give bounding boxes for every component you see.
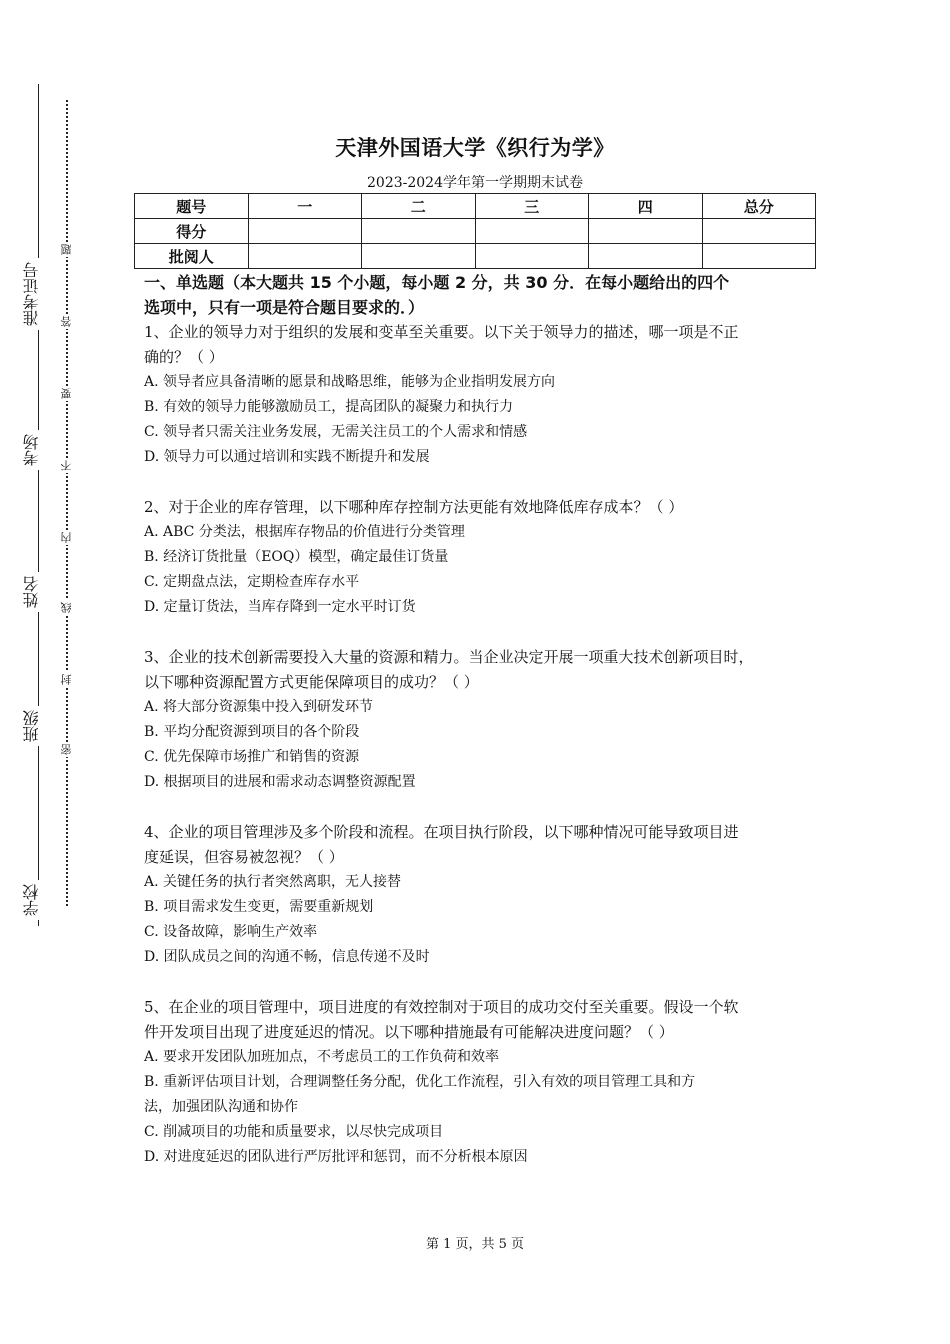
seal-char: 封 bbox=[60, 674, 73, 685]
section-heading: 一、单选题（本大题共 15 个小题，每小题 2 分，共 30 分．在每小题给出的四个 bbox=[144, 273, 730, 292]
question-option: 法，加强团队沟通和协作 bbox=[144, 1099, 298, 1115]
table-cell bbox=[702, 219, 816, 244]
seal-char: 线 bbox=[60, 602, 73, 613]
exam-content bbox=[144, 270, 824, 1170]
question-option: A. 关键任务的执行者突然离职，无人接替 bbox=[144, 874, 402, 890]
seal-char: 答 bbox=[60, 316, 73, 327]
binding-solid-line bbox=[38, 84, 39, 926]
table-cell bbox=[475, 244, 589, 269]
reviewer-row bbox=[135, 244, 816, 269]
binding-label-exam-room: 考场 bbox=[20, 430, 44, 470]
question-stem: 5、在企业的项目管理中，项目进度的有效控制对于项目的成功交付至关重要。假设一个软 bbox=[144, 998, 739, 1016]
question-option: C. 优先保障市场推广和销售的资源 bbox=[144, 749, 360, 765]
table-cell: 三 bbox=[475, 194, 589, 219]
question-option: B. 经济订货批量（EOQ）模型，确定最佳订货量 bbox=[144, 549, 449, 565]
question-stem: 1、企业的领导力对于组织的发展和变革至关重要。以下关于领导力的描述，哪一项是不正 bbox=[144, 323, 739, 341]
question-option: C. 定期盘点法，定期检查库存水平 bbox=[144, 574, 360, 590]
question-option: C. 设备故障，影响生产效率 bbox=[144, 924, 318, 940]
question-stem: 以下哪种资源配置方式更能保障项目的成功？（ ） bbox=[144, 673, 479, 691]
binding-label-name: 姓名 bbox=[20, 572, 44, 612]
question-option: D. 团队成员之间的沟通不畅，信息传递不及时 bbox=[144, 949, 430, 965]
table-cell bbox=[362, 219, 476, 244]
question-option: C. 削减项目的功能和质量要求，以尽快完成项目 bbox=[144, 1124, 444, 1140]
table-cell bbox=[589, 219, 703, 244]
table-cell: 一 bbox=[248, 194, 362, 219]
exam-subtitle: 2023-2024学年第一学期期末试卷 bbox=[367, 175, 583, 191]
question-stem: 2、对于企业的库存管理，以下哪种库存控制方法更能有效地降低库存成本？（ ） bbox=[144, 498, 684, 516]
question-option: B. 有效的领导力能够激励员工，提高团队的凝聚力和执行力 bbox=[144, 399, 514, 415]
question-option: B. 项目需求发生变更，需要重新规划 bbox=[144, 899, 374, 915]
seal-char: 内 bbox=[60, 532, 73, 543]
binding-label-class: 班级 bbox=[20, 706, 44, 746]
binding-label-ticket-number: 准考证号 bbox=[20, 258, 44, 330]
seal-dotted-line bbox=[66, 100, 68, 906]
question-3 bbox=[144, 645, 824, 795]
table-cell: 题号 bbox=[135, 194, 249, 219]
question-option: B. 平均分配资源到项目的各个阶段 bbox=[144, 724, 360, 740]
table-cell bbox=[702, 244, 816, 269]
question-option: A. 领导者应具备清晰的愿景和战略思维，能够为企业指明发展方向 bbox=[144, 374, 556, 390]
table-cell bbox=[248, 219, 362, 244]
question-stem: 件开发项目出现了进度延迟的情况。以下哪种措施最有可能解决进度问题？（ ） bbox=[144, 1023, 674, 1041]
question-1 bbox=[144, 320, 824, 470]
question-5 bbox=[144, 995, 824, 1170]
seal-char: 不 bbox=[60, 460, 73, 471]
seal-char: 密 bbox=[60, 744, 73, 755]
binding-margin bbox=[0, 0, 90, 1344]
seal-char: 题 bbox=[60, 244, 73, 255]
question-option: B. 重新评估项目计划，合理调整任务分配，优化工作流程，引入有效的项目管理工具和方 bbox=[144, 1074, 696, 1090]
question-stem: 确的？（ ） bbox=[144, 348, 224, 366]
question-option: A. 要求开发团队加班加点，不考虑员工的工作负荷和效率 bbox=[144, 1049, 500, 1065]
exam-title: 天津外国语大学《织行为学》 bbox=[335, 136, 615, 160]
question-stem: 3、企业的技术创新需要投入大量的资源和精力。当企业决定开展一项重大技术创新项目时， bbox=[144, 648, 754, 666]
question-option: A. 将大部分资源集中投入到研发环节 bbox=[144, 699, 374, 715]
table-cell: 四 bbox=[589, 194, 703, 219]
section-heading: 选项中，只有一项是符合题目要求的．） bbox=[144, 298, 425, 317]
seal-char: 要 bbox=[60, 388, 73, 399]
question-option: C. 领导者只需关注业务发展，无需关注员工的个人需求和情感 bbox=[144, 424, 528, 440]
question-option: D. 对进度延迟的团队进行严厉批评和惩罚，而不分析根本原因 bbox=[144, 1149, 528, 1165]
table-cell bbox=[362, 244, 476, 269]
page-number: 第 1 页，共 5 页 bbox=[425, 1237, 525, 1252]
score-row bbox=[135, 219, 816, 244]
table-cell bbox=[248, 244, 362, 269]
question-2 bbox=[144, 495, 824, 620]
table-cell: 得分 bbox=[135, 219, 249, 244]
table-cell: 二 bbox=[362, 194, 476, 219]
table-cell: 总分 bbox=[702, 194, 816, 219]
question-stem: 4、企业的项目管理涉及多个阶段和流程。在项目执行阶段，以下哪种情况可能导致项目进 bbox=[144, 823, 739, 841]
table-cell bbox=[475, 219, 589, 244]
binding-label-school: 学校 bbox=[20, 880, 44, 920]
table-cell: 批阅人 bbox=[135, 244, 249, 269]
question-option: D. 根据项目的进展和需求动态调整资源配置 bbox=[144, 774, 416, 790]
question-4 bbox=[144, 820, 824, 970]
score-table bbox=[134, 193, 816, 269]
question-option: D. 定量订货法，当库存降到一定水平时订货 bbox=[144, 599, 416, 615]
question-option: A. ABC 分类法，根据库存物品的价值进行分类管理 bbox=[144, 524, 465, 540]
question-stem: 度延误，但容易被忽视？（ ） bbox=[144, 848, 344, 866]
score-table-header-row bbox=[135, 194, 816, 219]
question-option: D. 领导力可以通过培训和实践不断提升和发展 bbox=[144, 449, 430, 465]
table-cell bbox=[589, 244, 703, 269]
